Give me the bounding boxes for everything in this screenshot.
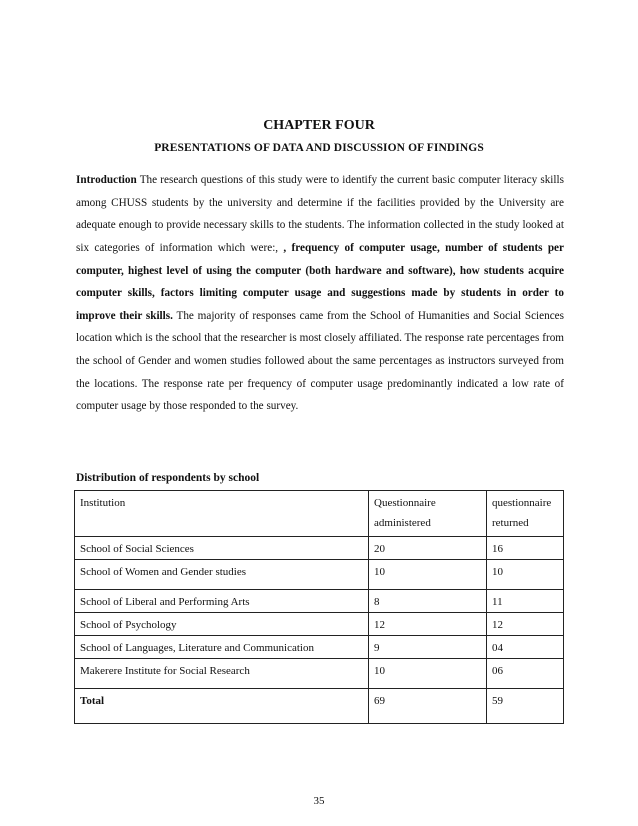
table-row — [75, 659, 564, 689]
cell-returned: 06 — [487, 659, 564, 689]
header-administered: Questionnaire administered — [369, 491, 487, 537]
cell-institution: Makerere Institute for Social Research — [75, 659, 369, 689]
table-row — [75, 636, 564, 659]
table-row — [75, 590, 564, 613]
respondents-table — [74, 490, 564, 724]
cell-institution: School of Psychology — [75, 613, 369, 636]
cell-institution: School of Women and Gender studies — [75, 560, 369, 590]
cell-returned: 16 — [487, 537, 564, 560]
cell-institution: School of Languages, Literature and Communication — [75, 636, 369, 659]
table-row — [75, 537, 564, 560]
table-header-row — [75, 491, 564, 537]
cell-administered: 10 — [369, 659, 487, 689]
cell-administered: 10 — [369, 560, 487, 590]
table-caption: Distribution of respondents by school — [76, 472, 260, 484]
cell-administered: 20 — [369, 537, 487, 560]
table-total-row — [75, 689, 564, 724]
cell-administered: 8 — [369, 590, 487, 613]
cell-returned: 10 — [487, 560, 564, 590]
cell-administered: 9 — [369, 636, 487, 659]
table-row — [75, 560, 564, 590]
intro-text-2: The majority of responses came from the School of Humanities and Social Sciences location which is the school that the researcher is most closely affiliated. The response rate percentages from the school of Gender and women studies followed about the same percentages as instructors surveyed from the locations. The response rate per frequency of computer usage predominantly indicated a low rate of computer usage by those responded to the survey. — [76, 309, 564, 413]
chapter-title: CHAPTER FOUR — [263, 118, 375, 133]
cell-institution: School of Liberal and Performing Arts — [75, 590, 369, 613]
intro-text-1: The research questions of this study were to identify the current basic computer literacy skills among CHUSS students by the university and determine if the facilities provided by the University are adequate enough to provide necessary skills to the students. The information collected in the study looked at six categories of information which were:, — [76, 174, 564, 254]
intro-label: Introduction — [76, 174, 137, 187]
cell-returned: 04 — [487, 636, 564, 659]
header-institution: Institution — [75, 491, 369, 537]
cell-administered: 12 — [369, 613, 487, 636]
table-row — [75, 613, 564, 636]
intro-bold-categories: , frequency of computer usage, number of students per computer, highest level of using the computer (both hardware and software), how students acquire computer skills, factors limiting computer usage and suggestions made by students in order to improve their skills. — [76, 241, 564, 322]
header-returned: questionnaire returned — [487, 491, 564, 537]
cell-total-administered: 69 — [369, 689, 487, 724]
chapter-subtitle: PRESENTATIONS OF DATA AND DISCUSSION OF FINDINGS — [154, 142, 484, 154]
cell-institution: School of Social Sciences — [75, 537, 369, 560]
intro-paragraph — [76, 169, 564, 418]
cell-returned: 12 — [487, 613, 564, 636]
cell-total-label: Total — [75, 689, 369, 724]
cell-returned: 11 — [487, 590, 564, 613]
cell-total-returned: 59 — [487, 689, 564, 724]
page-number: 35 — [313, 795, 325, 807]
